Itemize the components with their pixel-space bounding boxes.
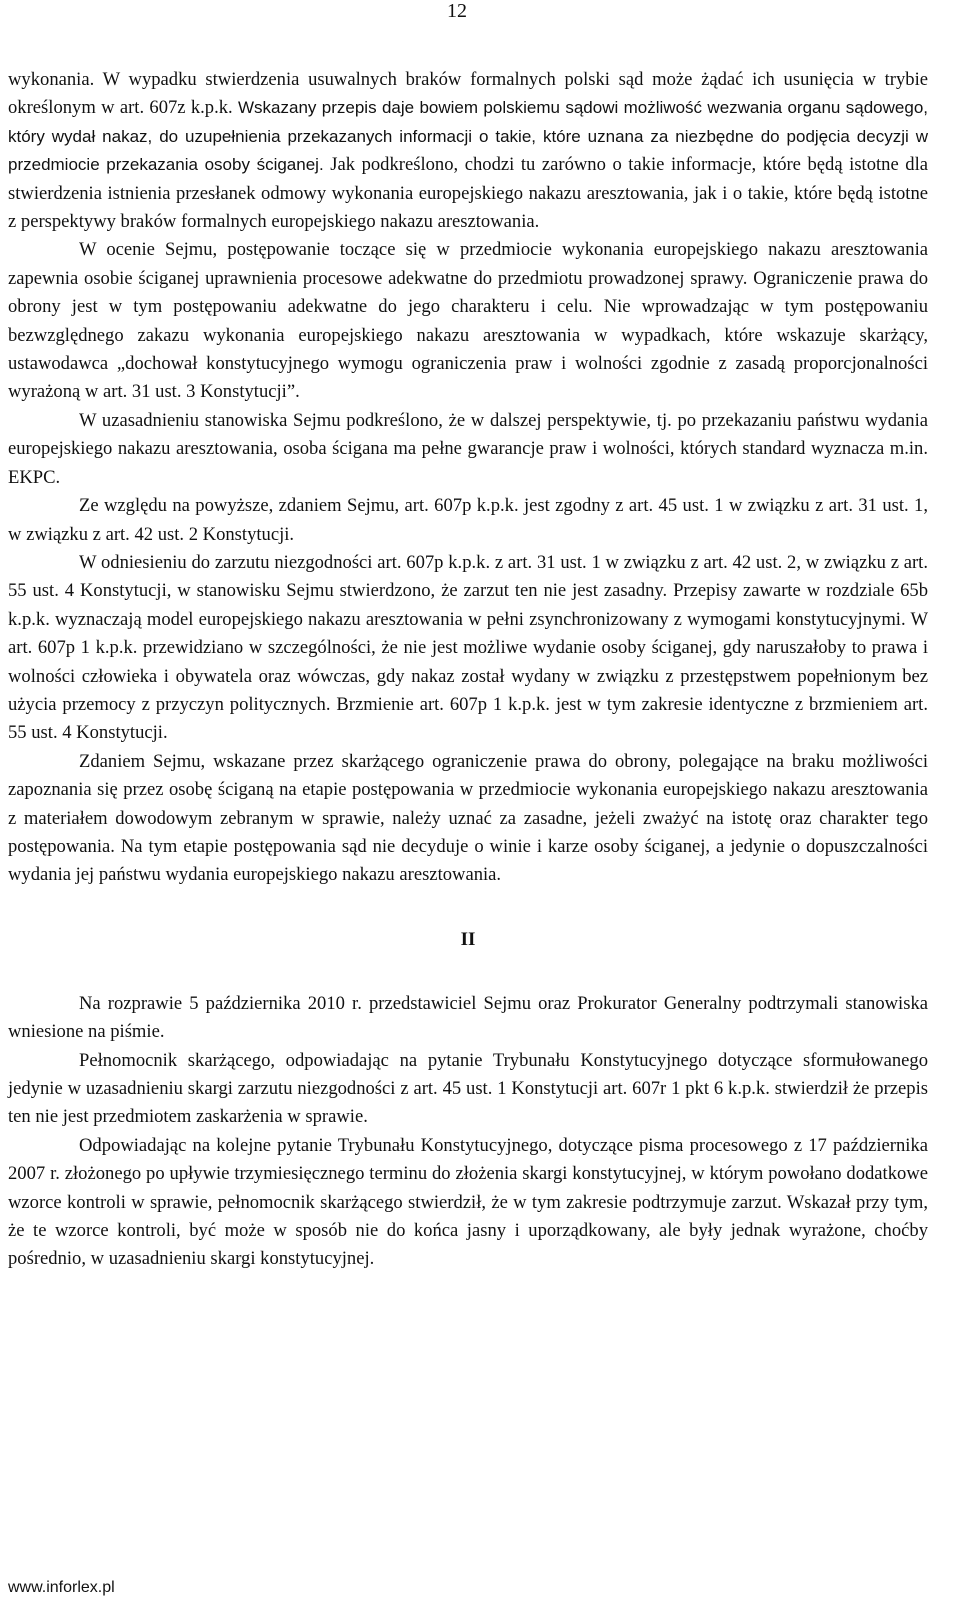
paragraph-1-part-c: Jak podkreślono, chodzi tu zarówno o takie informacje, które będą istotne dla stwierdzenia istnienia przesłanek odmowy wykonania europejskiego nakazu aresztowania, jak i o takie, które będą istotne z perspektywy braków formalnych europejskiego nakazu aresztowania.: [8, 154, 929, 233]
footer-url: www.inforlex.pl: [8, 1579, 115, 1596]
paragraph-6: Zdaniem Sejmu, wskazane przez skarżącego ograniczenie prawa do obrony, polegające na braku możliwości zapoznania się przez osobę ściganą na etapie postępowania w przedmiocie wykonania europejskiego nakazu aresztowania z materiałem dowodowym zebranym w sprawie, należy uznać za zasadne, jeżeli zważyć na istotę oraz charakter tego postępowania. Na tym etapie postępowania sąd nie decyduje o winie i karze osoby ściganej, a jedynie o dopuszczalności wydania jej państwu wydania europejskiego nakazu aresztowania.: [8, 750, 928, 886]
document-body: [8, 66, 928, 1274]
paragraph-4: Ze względu na powyższe, zdaniem Sejmu, art. 607p k.p.k. jest zgodny z art. 45 ust. 1 w związku z art. 31 ust. 1, w związku z art. 42 ust. 2 Konstytucji.: [8, 495, 928, 545]
section-heading: II: [460, 928, 476, 950]
paragraph-3: W uzasadnieniu stanowiska Sejmu podkreślono, że w dalszej perspektywie, tj. po przekazaniu państwu wydania europejskiego nakazu aresztowania, osoba ścigana ma pełne gwarancje praw i wolności, których standard wyznacza m.in. EKPC.: [8, 409, 928, 488]
paragraph-1: [8, 66, 928, 236]
page-number: 12: [447, 0, 467, 22]
paragraph-1-part-b: Wskazany przepis daje bowiem polskiemu sądowi możliwość wezwania organu sądowego, który wydał nakaz, do uzupełnienia przekazanych informacji o takie, które uznana za niezbędne do podjęcia decyzji w przedmiocie przekazania osoby ściganej.: [8, 98, 928, 175]
paragraph-5: W odniesieniu do zarzutu niezgodności art. 607p k.p.k. z art. 31 ust. 1 w związku z art. 42 ust. 2, w związku z art. 55 ust. 4 Konstytucji, w stanowisku Sejmu stwierdzono, że zarzut ten nie jest zasadny. Przepisy zawarte w rozdziale 65b k.p.k. wyznaczają model europejskiego nakazu aresztowania w pełni zsynchronizowany z wymogami konstytucyjnymi. W art. 607p 1 k.p.k. przewidziano w szczególności, że nie jest możliwe wydanie osoby ściganej, gdy naruszałoby to prawa i wolności człowieka i obywatela oraz wówczas, gdy nakaz został wydany w związku z przestępstwem popełnionym bez użycia przemocy z przyczyn politycznych. Brzmienie art. 607p 1 k.p.k. jest w tym zakresie identyczne z brzmieniem art. 55 ust. 4 Konstytucji.: [8, 551, 928, 744]
paragraph-7: Na rozprawie 5 października 2010 r. przedstawiciel Sejmu oraz Prokurator Generalny podtrzymali stanowiska wniesione na piśmie.: [8, 992, 928, 1043]
paragraph-2: W ocenie Sejmu, postępowanie toczące się w przedmiocie wykonania europejskiego nakazu aresztowania zapewnia osobie ściganej uprawnienia procesowe adekwatne do przedmiotu prowadzonej sprawy. Ograniczenie prawa do obrony jest w tym postępowaniu adekwatne do jego charakteru i celu. Nie wprowadzając w tym postępowaniu bezwzględnego zakazu wykonania europejskiego nakazu aresztowania w wypadkach, które wskazuje skarżący, ustawodawca „dochował konstytucyjnego wymogu ograniczenia praw i wolności zgodnie z zasadą proporcjonalności wyrażoną w art. 31 ust. 3 Konstytucji”.: [8, 239, 928, 403]
paragraph-8: Pełnomocnik skarżącego, odpowiadając na pytanie Trybunału Konstytucyjnego dotyczące sformułowanego jedynie w uzasadnieniu skargi zarzutu niezgodności z art. 45 ust. 1 Konstytucji art. 607r 1 pkt 6 k.p.k. stwierdził że przepis ten nie jest przedmiotem zaskarżenia w sprawie.: [8, 1049, 928, 1128]
paragraph-9: Odpowiadając na kolejne pytanie Trybunału Konstytucyjnego, dotyczące pisma procesowego z 17 października 2007 r. złożonego po upływie trzymiesięcznego terminu do złożenia skargi konstytucyjnej, w którym powołano dodatkowe wzorce kontroli w sprawie, pełnomocnik skarżącego stwierdził, że w tym zakresie podtrzymuje zarzut. Wskazał przy tym, że te wzorce kontroli, być może w sposób nie do końca jasny i uporządkowany, ale były jednak wyrażone, choćby pośrednio, w uzasadnieniu skargi konstytucyjnej.: [8, 1134, 928, 1270]
paragraph-1-part-a: wykonania. W wypadku stwierdzenia usuwalnych braków formalnych polski sąd może żądać ich usunięcia w trybie określonym w art. 607z k.p.k.: [8, 69, 928, 119]
